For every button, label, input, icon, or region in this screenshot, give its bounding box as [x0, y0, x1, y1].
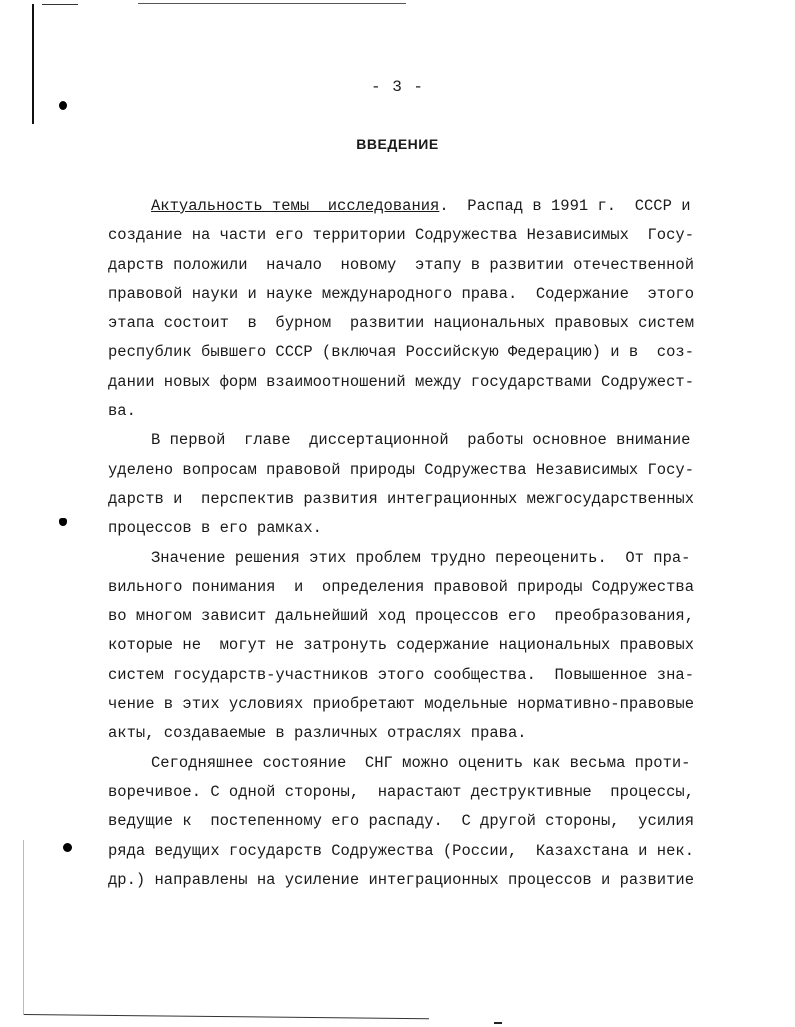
- paragraph-line: которые не могут не затронуть содержание национальных правовых: [108, 636, 694, 655]
- underlined-term: Актуальность темы исследования: [151, 197, 440, 215]
- paragraph-line: ва.: [108, 402, 136, 421]
- paragraph-line: Сегодняшнее состояние СНГ можно оценить как весьма проти-: [151, 753, 691, 772]
- paragraph-line: Значение решения этих проблем трудно переоценить. От пра-: [151, 548, 691, 567]
- body-text: [108, 192, 694, 895]
- section-heading: ВВЕДЕНИЕ: [356, 136, 439, 152]
- paragraph-line: уделено вопросам правовой природы Содружества Независимых Госу-: [108, 460, 694, 479]
- paragraph-line: процессов в его рамках.: [108, 519, 322, 538]
- paragraph-line: В первой главе диссертационной работы основное внимание: [151, 431, 691, 450]
- paragraph-line: ряда ведущих государств Содружества (России, Казахстана и нек.: [108, 841, 694, 860]
- paragraph-line: ведущие к постепенному его распаду. С другой стороны, усилия: [108, 812, 694, 831]
- paragraph-line: акты, создаваемые в различных отраслях права.: [108, 724, 527, 743]
- paragraph-line: дарств положили начало новому этапу в развитии отечественной: [108, 255, 694, 274]
- scan-top-edge: [138, 3, 406, 4]
- scan-bottom-edge: [24, 1014, 429, 1019]
- scan-top-edge: [42, 4, 78, 5]
- paragraph-line: Актуальность темы исследования. Распад в 1991 г. СССР и: [151, 197, 691, 215]
- scan-bottom-mark: [494, 1022, 502, 1024]
- paragraph-line: дарств и перспектив развития интеграционных межгосударственных: [108, 489, 694, 508]
- paragraph-line: правовой науки и науке международного права. Содержание этого: [108, 284, 694, 303]
- paragraph-line: этапа состоит в бурном развитии национальных правовых систем: [108, 314, 694, 333]
- paragraph-line: систем государств-участников этого сообщества. Повышенное зна-: [108, 665, 694, 684]
- binder-hole-mark: [59, 518, 67, 526]
- paragraph-line: воречивое. С одной стороны, нарастают деструктивные процессы,: [108, 782, 694, 801]
- paragraph-line: чение в этих условиях приобретают модельные нормативно-правовые: [108, 695, 694, 714]
- paragraph-line: дании новых форм взаимоотношений между государствами Содружест-: [108, 372, 694, 391]
- paragraph-line: вильного понимания и определения правовой природы Содружества: [108, 577, 694, 596]
- binder-hole-mark: [59, 101, 67, 110]
- paragraph-line: республик бывшего СССР (включая Российскую Федерацию) и в соз-: [108, 343, 694, 362]
- paragraph-line: др.) направлены на усиление интеграционных процессов и развитие: [108, 870, 694, 889]
- page-number: - 3 -: [370, 78, 424, 96]
- binder-hole-mark: [63, 843, 72, 852]
- paragraph-line: создание на части его территории Содружества Независимых Госу-: [108, 226, 694, 245]
- scan-margin-line: [32, 4, 34, 124]
- paragraph-line: во многом зависит дальнейший ход процессов его преобразования,: [108, 607, 694, 626]
- scan-margin-line-thin: [23, 840, 24, 1015]
